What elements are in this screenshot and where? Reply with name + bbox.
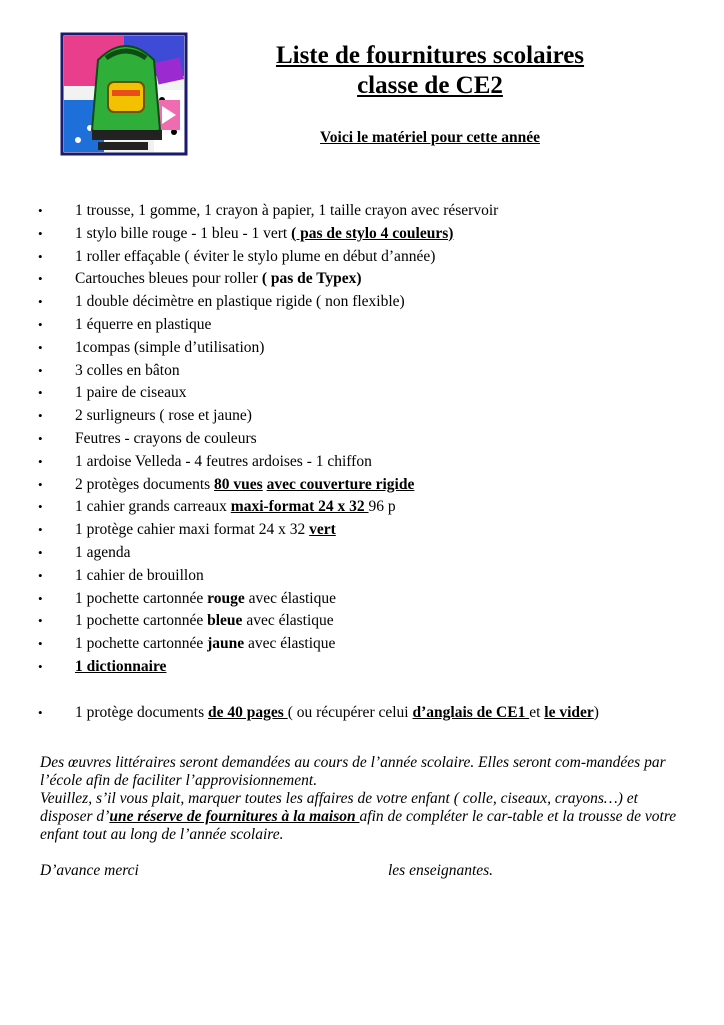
list-item-segment: ) xyxy=(593,703,599,721)
bullet-icon: • xyxy=(38,567,43,583)
list-item-segment: avec élastique xyxy=(244,589,336,607)
bullet-icon: • xyxy=(38,636,43,652)
list-item-text xyxy=(75,588,336,611)
bullet-icon: • xyxy=(38,385,43,401)
list-item-segment: bleue xyxy=(207,612,243,630)
list-item xyxy=(0,360,724,383)
list-item xyxy=(0,474,724,497)
bullet-icon: • xyxy=(38,430,43,446)
list-item-text xyxy=(75,314,211,337)
note-emphasis: une réserve de fournitures à la maison xyxy=(109,808,360,825)
list-item-segment: 1 stylo bille rouge - 1 bleu - 1 vert xyxy=(75,224,292,242)
list-item-segment: 1 équerre en plastique xyxy=(75,315,212,333)
list-item xyxy=(0,382,724,405)
bullet-icon: • xyxy=(38,316,43,332)
list-item-segment: avec élastique xyxy=(244,635,336,653)
list-item xyxy=(0,565,724,588)
list-item-text xyxy=(75,702,599,725)
list-item-text xyxy=(75,428,257,451)
list-item-text xyxy=(75,610,334,633)
list-item-segment: ( pas de stylo 4 couleurs) xyxy=(291,224,454,242)
list-item-text xyxy=(75,565,204,588)
list-item-text xyxy=(75,268,362,291)
list-item-segment: jaune xyxy=(207,635,245,653)
bullet-icon: • xyxy=(38,408,43,424)
list-item-text xyxy=(75,360,180,383)
page-subtitle: Voici le matériel pour cette année xyxy=(320,129,540,146)
bullet-icon: • xyxy=(38,248,43,264)
bullet-icon: • xyxy=(38,362,43,378)
list-item-segment: 2 protèges documents xyxy=(75,475,215,493)
list-item xyxy=(0,542,724,565)
bullet-icon: • xyxy=(38,658,43,674)
list-item xyxy=(0,337,724,360)
list-item xyxy=(0,610,724,633)
page-title: Liste de fournitures scolaires xyxy=(275,42,585,69)
list-item xyxy=(0,702,724,725)
list-item xyxy=(0,428,724,451)
bullet-icon: • xyxy=(38,225,43,241)
bullet-icon: • xyxy=(38,499,43,515)
list-item xyxy=(0,291,724,314)
list-item xyxy=(0,588,724,611)
list-item xyxy=(0,223,724,246)
bullet-icon: • xyxy=(38,271,43,287)
list-item-text xyxy=(75,200,498,223)
list-item-segment: Feutres - crayons de couleurs xyxy=(75,429,257,447)
bullet-icon: • xyxy=(38,203,43,218)
list-item-text xyxy=(75,451,372,474)
list-item-segment: 1compas (simple d’utilisation) xyxy=(75,338,265,356)
bullet-icon: • xyxy=(38,613,43,629)
supply-list xyxy=(0,200,724,725)
list-item-segment: rouge xyxy=(207,589,245,607)
list-item-text xyxy=(75,382,186,405)
list-item-segment: 96 p xyxy=(368,498,396,516)
list-item-segment: 80 vues xyxy=(214,475,263,493)
list-item-segment: avec élastique xyxy=(242,612,334,630)
note-text-end: afin de compléter le car-table et la trousse de votre enfant tout au long de l’année scolaire. xyxy=(40,808,677,843)
bullet-icon: • xyxy=(38,476,43,492)
list-item-segment: 1 cahier grands carreaux xyxy=(75,498,231,516)
list-item-segment: maxi-format 24 x 32 xyxy=(230,498,369,516)
closing-signature: les enseignantes. xyxy=(388,862,494,879)
list-item-segment: 1 pochette cartonnée xyxy=(75,635,208,653)
list-item-segment: 1 roller effaçable ( éviter le stylo plume en début d’année) xyxy=(75,247,436,265)
list-item-segment: 1 protège cahier maxi format 24 x 32 xyxy=(75,521,310,539)
list-item-segment: 1 cahier de brouillon xyxy=(75,566,204,584)
list-item-segment: 1 dictionnaire xyxy=(75,657,167,675)
bullet-icon: • xyxy=(38,339,43,355)
list-item-segment: le vider xyxy=(544,703,594,721)
list-item xyxy=(0,519,724,542)
list-item xyxy=(0,451,724,474)
list-item-text xyxy=(75,633,335,656)
list-item-segment: avec couverture rigide xyxy=(266,475,415,493)
bullet-icon: • xyxy=(38,522,43,538)
list-item xyxy=(0,633,724,656)
list-item-segment: 1 paire de ciseaux xyxy=(75,384,187,402)
list-item-segment: ( pas de Typex) xyxy=(261,270,362,288)
list-item-segment: 1 protège documents xyxy=(75,703,209,721)
note-paragraph-books: Des œuvres littéraires seront demandées au cours de l’année scolaire. Elles seront com-mandées par l’école afin de faciliter l’approvisionnement. xyxy=(40,754,666,789)
bullet-icon: • xyxy=(38,453,43,469)
list-item-segment: ( ou récupérer celui xyxy=(287,703,413,721)
list-item-text xyxy=(75,496,396,519)
note-paragraph-marking xyxy=(40,790,680,844)
list-item-segment: de 40 pages xyxy=(208,703,288,721)
list-item xyxy=(0,496,724,519)
list-item-text xyxy=(75,337,264,360)
list-item xyxy=(0,656,724,679)
list-item-segment: vert xyxy=(309,521,336,539)
bullet-icon: • xyxy=(38,294,43,310)
list-item-segment: 1 double décimètre en plastique rigide ( non flexible) xyxy=(75,293,405,311)
list-item-segment: et xyxy=(529,703,545,721)
list-item-text xyxy=(75,519,336,542)
list-item xyxy=(0,314,724,337)
list-item-segment: 1 pochette cartonnée xyxy=(75,589,208,607)
list-item xyxy=(0,268,724,291)
list-item-segment: Cartouches bleues pour roller xyxy=(75,270,262,288)
bullet-icon: • xyxy=(38,544,43,560)
list-item-segment: 1 pochette cartonnée xyxy=(75,612,208,630)
list-item-text xyxy=(75,405,252,428)
list-item-segment: 1 trousse, 1 gomme, 1 crayon à papier, 1 taille crayon avec réservoir xyxy=(75,202,499,219)
list-item-segment: 1 agenda xyxy=(75,543,131,561)
bullet-icon: • xyxy=(38,590,43,606)
school-backpack-icon xyxy=(58,30,190,158)
list-item-text xyxy=(75,291,405,314)
list-item xyxy=(0,200,724,223)
list-item-segment: 2 surligneurs ( rose et jaune) xyxy=(75,407,252,425)
list-item-segment: 1 ardoise Velleda - 4 feutres ardoises - 1 chiffon xyxy=(75,452,372,470)
list-item-text xyxy=(75,223,453,246)
closing-thanks: D’avance merci xyxy=(40,862,139,879)
list-item-segment: 3 colles en bâton xyxy=(75,361,180,379)
list-item-text xyxy=(75,246,435,269)
bullet-icon: • xyxy=(38,704,43,720)
list-item xyxy=(0,246,724,269)
list-item-segment: d’anglais de CE1 xyxy=(412,703,530,721)
page-title-class: classe de CE2 xyxy=(357,72,503,99)
list-item-text xyxy=(75,542,131,565)
list-item xyxy=(0,405,724,428)
note-text: Veuillez, s’il vous plait, marquer toutes les affaires de votre enfant ( colle, ciseaux, crayons…) et disposer d’ xyxy=(40,790,638,825)
list-item-text xyxy=(75,474,414,497)
list-item-text xyxy=(75,656,166,679)
